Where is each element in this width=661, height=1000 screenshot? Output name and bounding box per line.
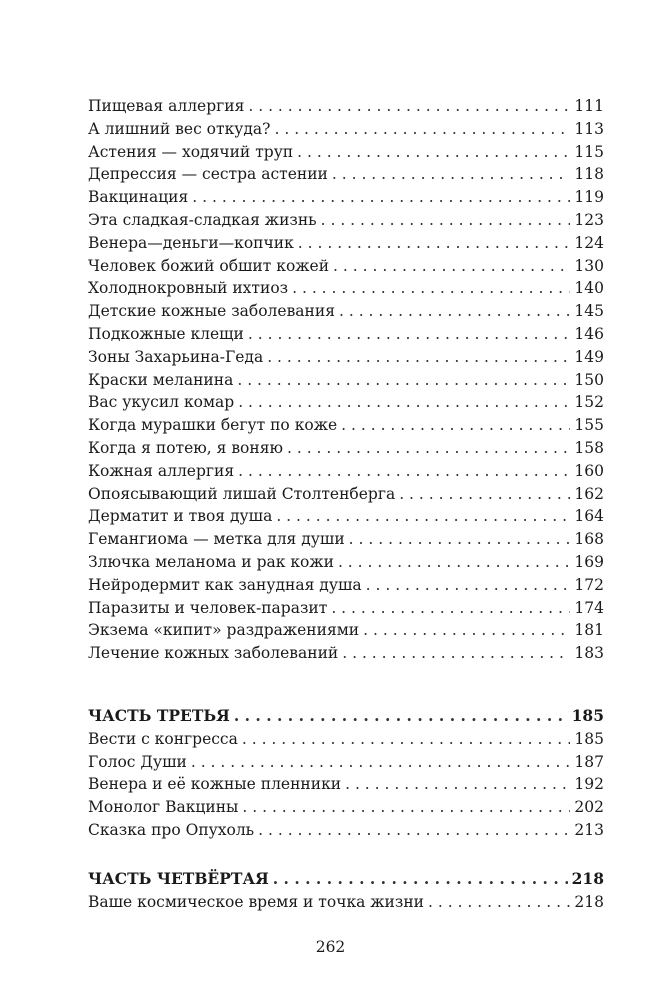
dot-leader [276, 505, 570, 528]
dot-leader [192, 186, 570, 209]
toc-entry [88, 232, 604, 255]
toc-entry [88, 277, 604, 300]
dot-leader [321, 209, 571, 232]
toc-entry [88, 796, 604, 819]
entry-page-number: 218 [574, 892, 604, 911]
entry-title: Пищевая аллергия [88, 97, 245, 115]
entry-title: Детские кожные заболевания [88, 302, 335, 321]
entry-page-number: 115 [574, 142, 604, 161]
toc-entry [88, 255, 604, 278]
entry-title: А лишний вес откуда? [88, 119, 271, 138]
part-title: ЧАСТЬ ТРЕТЬЯ [88, 706, 230, 725]
entry-page-number: 172 [574, 575, 604, 594]
toc-entry [88, 95, 604, 118]
entry-page-number: 113 [574, 119, 604, 138]
dot-leader [275, 118, 571, 141]
toc-part-heading [88, 868, 604, 891]
toc-entry [88, 460, 604, 483]
entry-title: Злючка меланома и рак кожи [88, 552, 334, 571]
entry-page-number: 146 [574, 324, 604, 343]
toc-entry [88, 574, 604, 597]
toc-part-heading [88, 705, 604, 728]
toc-entry [88, 186, 604, 209]
entry-title: Подкожные клещи [88, 324, 244, 343]
dot-leader [191, 751, 571, 774]
entry-title: Краски меланина [88, 370, 234, 389]
toc-section-part-four [88, 868, 604, 914]
dot-leader [428, 891, 570, 914]
entry-title: Астения — ходячий труп [88, 142, 294, 161]
dot-leader [237, 369, 570, 392]
dot-leader [267, 346, 570, 369]
entry-page-number: 149 [574, 347, 604, 366]
toc-entry [88, 414, 604, 437]
entry-page-number: 123 [574, 210, 604, 229]
toc-entry [88, 751, 604, 774]
toc-entry [88, 369, 604, 392]
entry-title: Гемангиома — метка для души [88, 530, 345, 549]
toc-entry [88, 391, 604, 414]
dot-leader [248, 95, 570, 118]
entry-title: Вакцинация [88, 188, 189, 207]
entry-page-number: 119 [574, 188, 604, 207]
entry-title: Голос Души [88, 752, 187, 771]
entry-title: Зоны Захарьина-Геда [88, 347, 264, 366]
toc-entry [88, 483, 604, 506]
toc-section-continued [88, 95, 604, 665]
entry-title: Экзема «кипит» раздражениями [88, 621, 360, 640]
entry-page-number: 202 [574, 798, 604, 817]
dot-leader [366, 574, 571, 597]
dot-leader [333, 255, 570, 278]
toc-entry [88, 209, 604, 232]
dot-leader [258, 819, 570, 842]
entry-page-number: 140 [574, 279, 604, 298]
toc-section-part-three [88, 705, 604, 842]
toc-entry [88, 891, 604, 914]
dot-leader [341, 414, 570, 437]
toc-entry [88, 528, 604, 551]
toc-entry [88, 323, 604, 346]
dot-leader [363, 619, 570, 642]
entry-page-number: 155 [574, 416, 604, 435]
entry-page-number: 124 [574, 233, 604, 252]
dot-leader [234, 705, 568, 728]
entry-title: Вас укусил комар [88, 393, 235, 412]
dot-leader [248, 323, 571, 346]
dot-leader [297, 141, 570, 164]
entry-title: Депрессия — сестра астении [88, 165, 328, 184]
toc-entry [88, 346, 604, 369]
dot-leader [331, 597, 570, 620]
entry-page-number: 181 [574, 621, 604, 640]
dot-leader [273, 868, 568, 891]
entry-title: Лечение кожных заболеваний [88, 644, 339, 663]
entry-title: Нейродермит как занудная душа [88, 575, 362, 594]
entry-title: Венера—деньги—копчик [88, 233, 294, 252]
toc-entry [88, 619, 604, 642]
dot-leader [338, 551, 570, 574]
entry-page-number: 145 [574, 302, 604, 321]
toc-entry [88, 642, 604, 665]
dot-leader [349, 528, 571, 551]
toc-entry [88, 505, 604, 528]
entry-page-number: 192 [574, 775, 604, 794]
entry-title: Вести с конгресса [88, 729, 238, 748]
toc-entry [88, 437, 604, 460]
dot-leader [238, 391, 570, 414]
entry-title: Когда я потею, я воняю [88, 438, 283, 457]
entry-page-number: 130 [574, 256, 604, 275]
entry-title: Паразиты и человек-паразит [88, 598, 328, 617]
part-page-number: 218 [571, 869, 604, 888]
toc-entry [88, 551, 604, 574]
dot-leader [298, 232, 571, 255]
entry-title: Человек божий обшит кожей [88, 256, 330, 275]
toc-entry [88, 819, 604, 842]
page-number: 262 [315, 938, 346, 956]
dot-leader [339, 300, 570, 323]
entry-page-number: 158 [574, 438, 604, 457]
dot-leader [292, 277, 570, 300]
part-title: ЧАСТЬ ЧЕТВЁРТАЯ [88, 869, 269, 888]
entry-page-number: 183 [574, 644, 604, 663]
part-page-number: 185 [571, 706, 604, 725]
toc-entry [88, 773, 604, 796]
dot-leader [332, 163, 571, 186]
dot-leader [242, 728, 571, 751]
entry-page-number: 213 [574, 820, 604, 839]
entry-title: Холоднокровный ихтиоз [88, 279, 289, 298]
dot-leader [345, 773, 570, 796]
entry-title: Когда мурашки бегут по коже [88, 416, 338, 435]
dot-leader [399, 483, 570, 506]
dot-leader [242, 796, 570, 819]
entry-page-number: 118 [574, 165, 604, 184]
entry-page-number: 174 [574, 598, 604, 617]
dot-leader [238, 460, 570, 483]
entry-page-number: 168 [574, 530, 604, 549]
toc-entry [88, 141, 604, 164]
entry-page-number: 169 [574, 552, 604, 571]
entry-title: Ваше космическое время и точка жизни [88, 892, 425, 911]
entry-title: Венера и её кожные пленники [88, 775, 342, 794]
toc-entry [88, 597, 604, 620]
dot-leader [342, 642, 570, 665]
entry-title: Эта сладкая-сладкая жизнь [88, 210, 317, 229]
entry-title: Сказка про Опухоль [88, 820, 255, 839]
entry-title: Опоясывающий лишай Столтенберга [88, 484, 396, 503]
entry-page-number: 150 [574, 370, 604, 389]
entry-title: Кожная аллергия [88, 461, 235, 480]
toc-entry [88, 728, 604, 751]
entry-page-number: 160 [574, 461, 604, 480]
dot-leader [287, 437, 570, 460]
entry-page-number: 152 [574, 393, 604, 412]
entry-title: Монолог Вакцины [88, 798, 239, 817]
entry-page-number: 187 [574, 752, 604, 771]
entry-page-number: 185 [574, 729, 604, 748]
toc-entry [88, 300, 604, 323]
entry-title: Дерматит и твоя душа [88, 507, 273, 526]
toc-entry [88, 118, 604, 141]
entry-page-number: 162 [574, 484, 604, 503]
entry-page-number: 164 [574, 507, 604, 526]
entry-page-number: 111 [574, 97, 604, 115]
toc-entry [88, 163, 604, 186]
